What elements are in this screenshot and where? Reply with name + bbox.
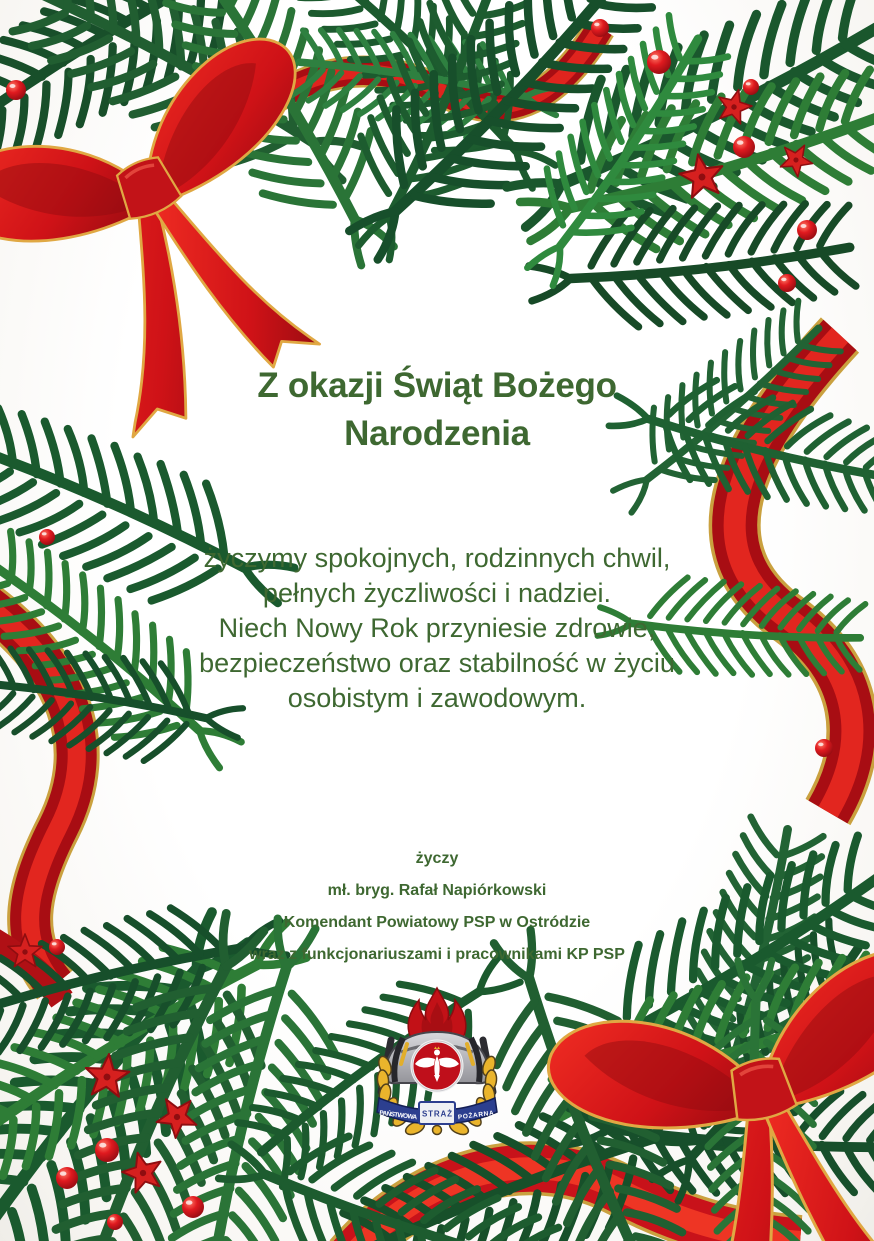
banner-text-right: POŻARNA (457, 1109, 495, 1122)
acorn-icon (433, 1126, 442, 1135)
psp-emblem-icon (371, 982, 503, 1140)
greeting-heading (0, 362, 874, 458)
wishes-line: osobistym i zawodowym. (287, 683, 587, 713)
signature-suffix: wraz z funkcjonariuszami i pracownikami KP PSP (249, 946, 625, 963)
signature-intro: życzy (415, 850, 459, 867)
wishes-line: Niech Nowy Rok przyniesie zdrowie, (218, 613, 656, 643)
wishes-line: bezpieczeństwo oraz stabilność w życiu (199, 648, 675, 678)
banner-text-left: PAŃSTWOWA (378, 1109, 418, 1122)
banner-ribbon (377, 1098, 497, 1135)
psp-logo (371, 982, 503, 1140)
wishes-text (0, 541, 874, 716)
signature-title: Komendant Powiatowy PSP w Ostródzie (283, 914, 591, 931)
eagle-medallion-icon (412, 1041, 462, 1091)
greeting-heading-line1: Z okazji Świąt Bożego (257, 366, 617, 405)
banner-text-center: STRAŻ (422, 1109, 452, 1119)
greeting-heading-line2: Narodzenia (344, 414, 530, 453)
wishes-line: życzymy spokojnych, rodzinnych chwil, (203, 543, 671, 573)
flame-icon (408, 988, 466, 1038)
signature-name: mł. bryg. Rafał Napiórkowski (327, 882, 547, 899)
wishes-line: pełnych życzliwości i nadziei. (262, 578, 612, 608)
